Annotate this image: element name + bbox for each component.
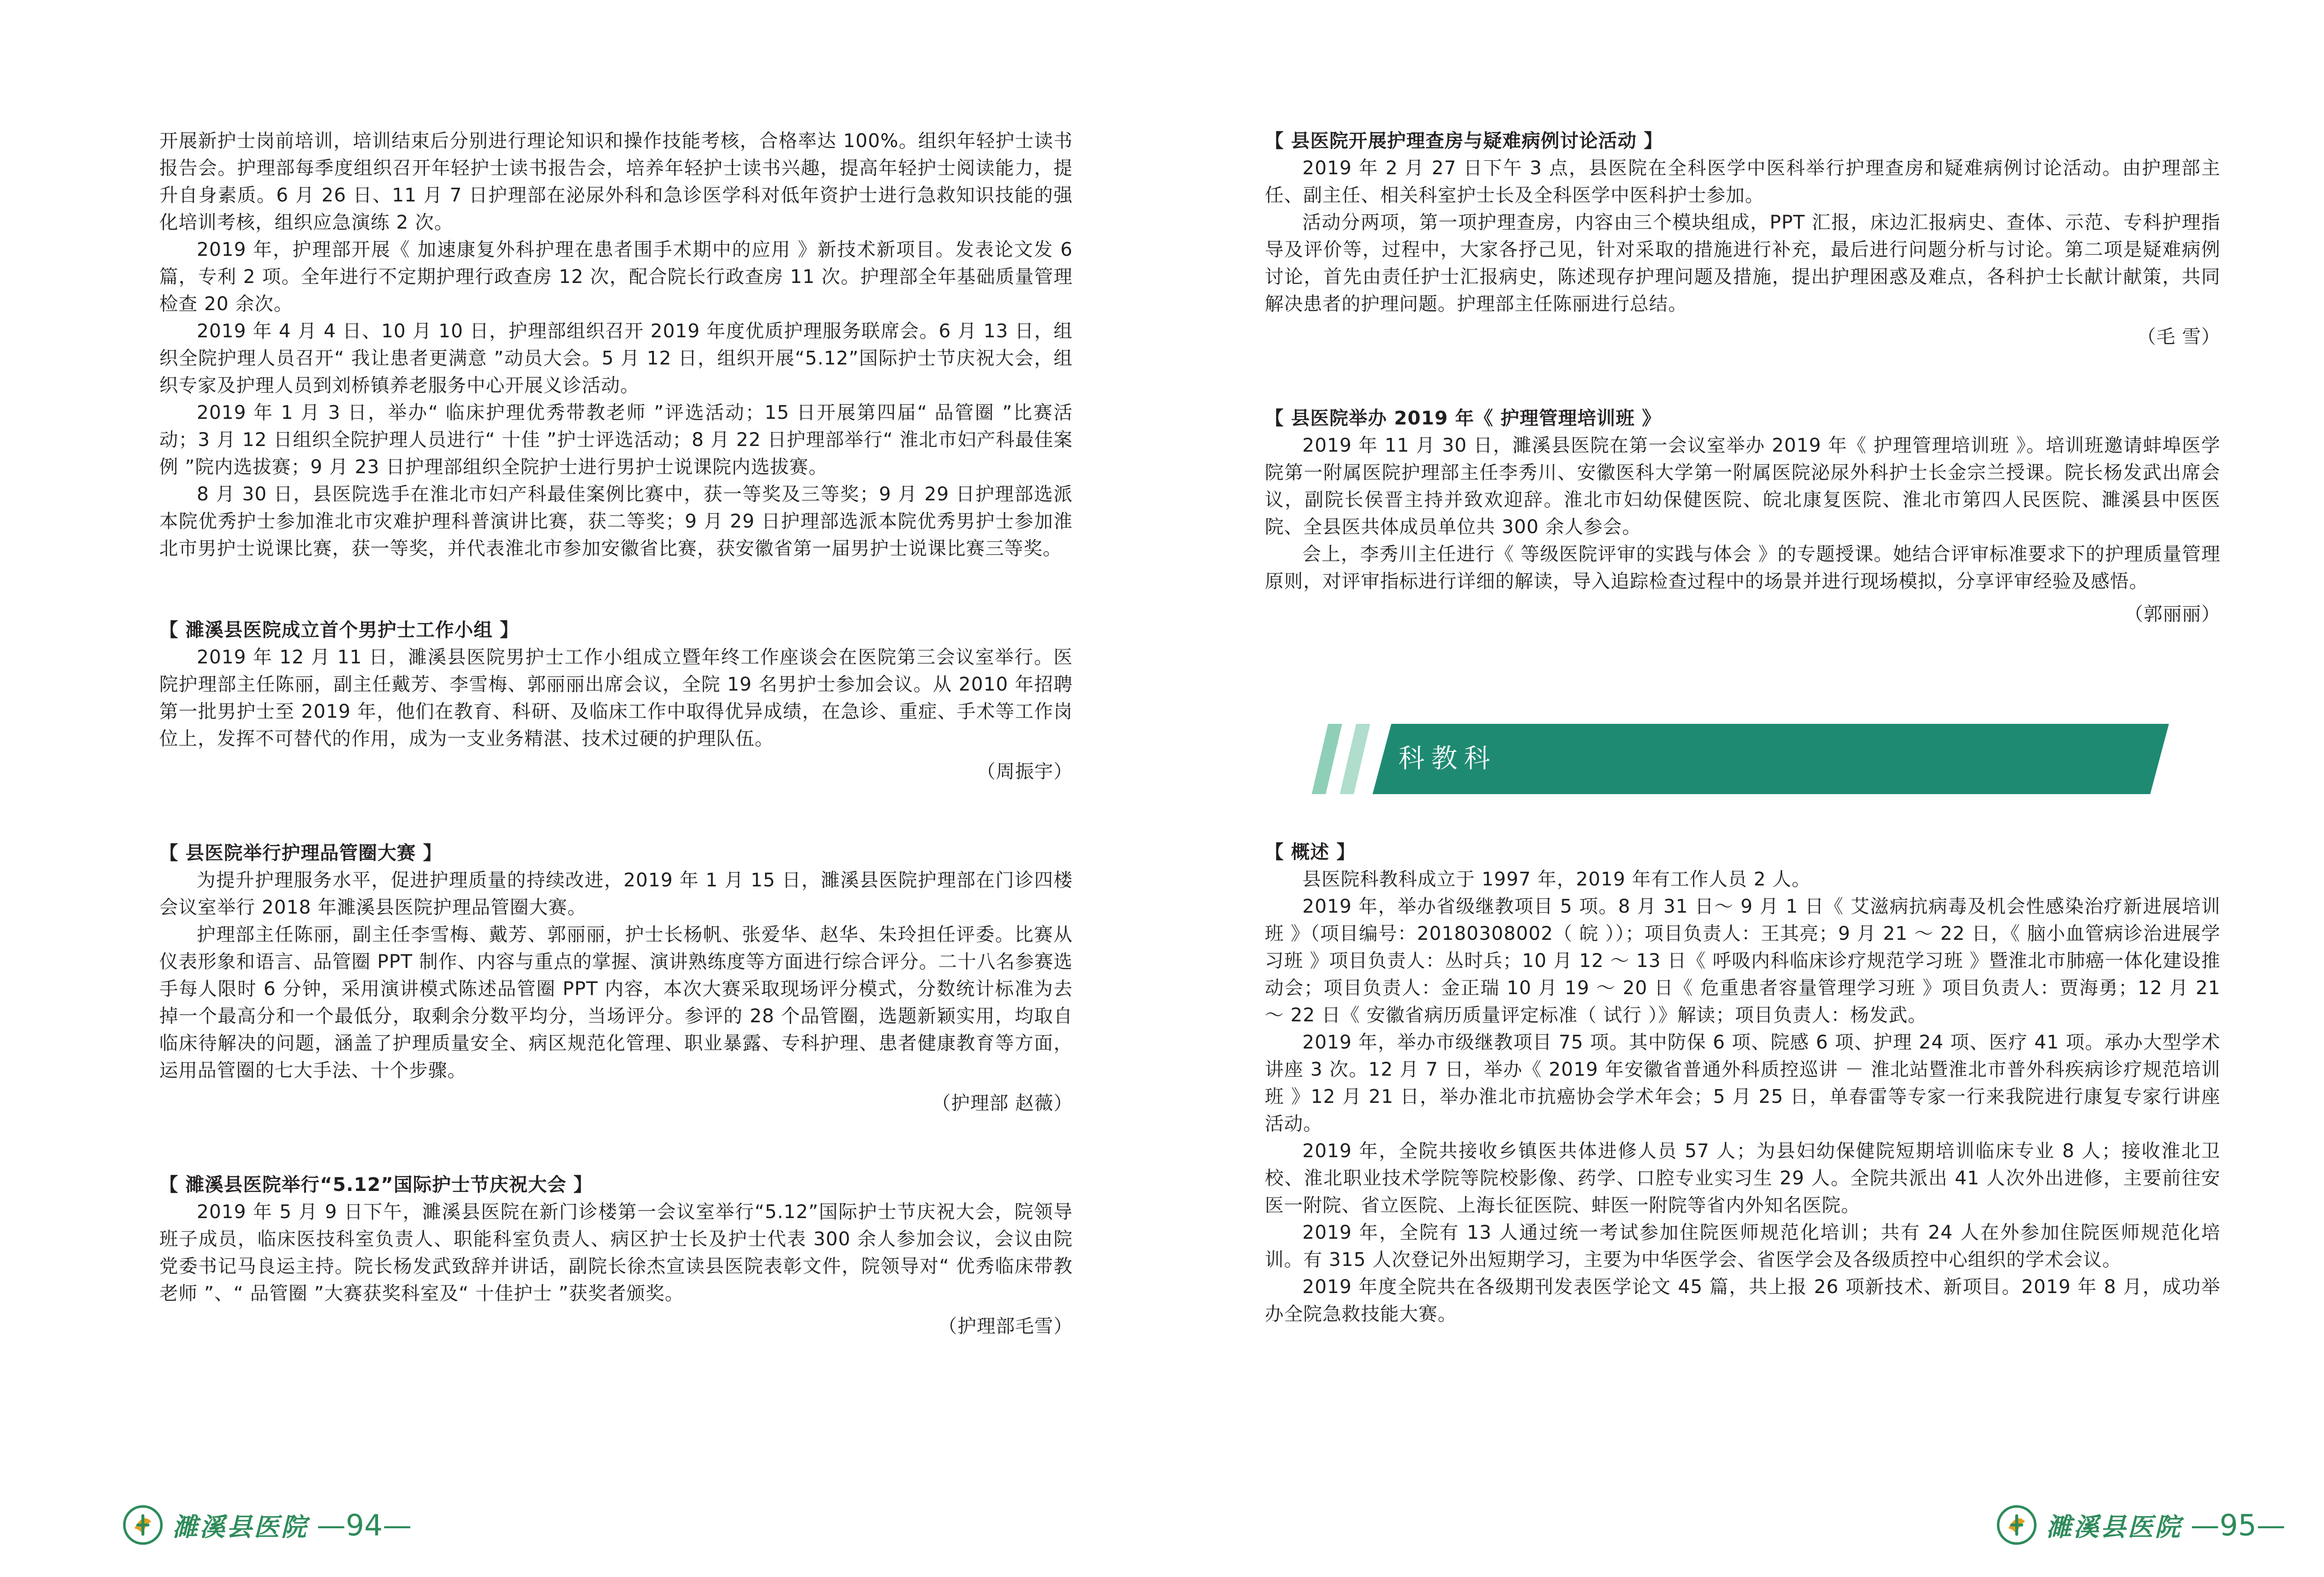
right-footer [1996,1497,2286,1553]
section-title-qcc: 【 县医院举行护理品管圈大赛 】 [159,842,442,864]
section-paragraph: 护理部主任陈丽，副主任李雪梅、戴芳、郭丽丽，护士长杨帆、张爱华、赵华、朱玲担任评委。比赛从仪表形象和语言、品管圈 PPT 制作、内容与重点的掌握、演讲熟练度等方面进行综合评分。二十八名参赛选手每人限时 6 分钟，采用演讲模式陈述品管圈 PPT 内容，本次大赛采取现场评分模式，分数统计标准为去掉一个最高分和一个最低分，取剩余分数平均分，当场评分。参评的 28 个品管圈，选题新颖实用，均取自临床待解决的问题，涵盖了护理质量安全、病区规范化管理、职业暴露、专科护理、患者健康教育等方面，运用品管圈的七大手法、十个步骤。 [159,924,1073,1081]
author-credit: （毛 雪） [2137,326,2220,348]
section-paragraph: 2019 年度全院共在各级期刊发表医学论文 45 篇，共上报 26 项新技术、新项目。2019 年 8 月，成功举办全院急救技能大赛。 [1265,1276,2220,1325]
section-paragraph: 2019 年，全院共接收乡镇医共体进修人员 57 人；为县妇幼保健院短期培训临床专业 8 人；接收淮北卫校、淮北职业技术学院等院校影像、药学、口腔专业实习生 29 人。全院共派出 41 人次外出进修，主要前往安医一附院、省立医院、上海长征医院、蚌医一附院等省内外知名医院。 [1265,1140,2220,1216]
section-title-training: 【 县医院举办 2019 年《 护理管理培训班 》 [1265,408,1661,429]
author-credit: （护理部 赵薇） [932,1093,1073,1114]
banner-title: 科教科 [1398,744,1497,774]
hospital-logo-icon [1996,1504,2038,1546]
section-paragraph: 2019 年，全院有 13 人通过统一考试参加住院医师规范化培训；共有 24 人在外参加住院医师规范化培训。有 315 人次登记外出短期学习，主要为中华医学会、省医学会及各级质控中心组织的学术会议。 [1265,1222,2220,1271]
section-banner [1279,724,2169,794]
section-title-overview: 【 概述 】 [1265,841,1356,863]
intro-paragraph: 8 月 30 日，县医院选手在淮北市妇产科最佳案例比赛中，获一等奖及三等奖；9 月 29 日护理部选派本院优秀护士参加淮北市灾难护理科普演讲比赛，获二等奖；9 月 29 日护理部选派本院优秀男护士参加淮北市男护士说课比赛，获一等奖，并代表淮北市参加安徽省比赛，获安徽省第一届男护士说课比赛三等奖。 [159,484,1073,559]
section-title-512: 【 濉溪县医院举行“5.12”国际护士节庆祝大会 】 [159,1174,593,1196]
page-number: —95— [2190,1508,2286,1542]
author-credit: （郭丽丽） [2124,603,2220,625]
section-paragraph: 2019 年，举办市级继教项目 75 项。其中防保 6 项、院感 6 项、护理 24 项、医疗 41 项。承办大型学术讲座 3 次。12 月 7 日，举办《 2019 年安徽省普通外科质控巡讲 － 淮北站暨淮北市普外科疾病诊疗规范培训班 》12 月 21 日，举办淮北市抗癌协会学术年会；5 月 25 日，单春雷等专家一行来我院进行康复专家行讲座活动。 [1265,1032,2220,1135]
section-paragraph: 会上，李秀川主任进行《 等级医院评审的实践与体会 》的专题授课。她结合评审标准要求下的护理质量管理原则，对评审指标进行详细的解读，导入追踪检查过程中的场景并进行现场模拟，分享评审经验及感悟。 [1265,543,2220,592]
section-paragraph: 为提升护理服务水平，促进护理质量的持续改进，2019 年 1 月 15 日，濉溪县医院护理部在门诊四楼会议室举行 2018 年濉溪县医院护理品管圈大赛。 [159,870,1073,918]
section-paragraph: 2019 年 2 月 27 日下午 3 点，县医院在全科医学中医科举行护理查房和疑难病例讨论活动。由护理部主任、副主任、相关科室护士长及全科医学中医科护士参加。 [1265,157,2220,206]
right-column-upper [1265,127,2220,628]
section-title-male-nurse: 【 濉溪县医院成立首个男护士工作小组 】 [159,619,519,641]
hospital-logo-icon [122,1504,164,1546]
section-paragraph: 活动分两项，第一项护理查房，内容由三个模块组成，PPT 汇报，床边汇报病史、查体、示范、专科护理指导及评价等，过程中，大家各抒己见，针对采取的措施进行补充，最后进行问题分析与讨论。第二项是疑难病例讨论，首先由责任护士汇报病史，陈述现存护理问题及措施，提出护理困惑及难点，各科护士长献计献策，共同解决患者的护理问题。护理部主任陈丽进行总结。 [1265,212,2220,315]
page-number: —94— [317,1508,412,1542]
hospital-name: 濉溪县医院 [2046,1511,2182,1542]
section-paragraph: 2019 年 11 月 30 日，濉溪县医院在第一会议室举办 2019 年《 护理管理培训班 》。培训班邀请蚌埠医学院第一附属医院护理部主任李秀川、安徽医科大学第一附属医院泌尿外科护士长金宗兰授课。院长杨发武出席会议，副院长侯晋主持并致欢迎辞。淮北市妇幼保健医院、皖北康复医院、淮北市第四人民医院、濉溪县中医医院、全县医共体成员单位共 300 余人参会。 [1265,435,2220,538]
section-paragraph: 2019 年 12 月 11 日，濉溪县医院男护士工作小组成立暨年终工作座谈会在医院第三会议室举行。医院护理部主任陈丽，副主任戴芳、李雪梅、郭丽丽出席会议，全院 19 名男护士参加会议。从 2010 年招聘第一批男护士至 2019 年，他们在教育、科研、及临床工作中取得优异成绩，在急诊、重症、手术等工作岗位上，发挥不可替代的作用，成为一支业务精湛、技术过硬的护理队伍。 [159,647,1073,750]
intro-paragraph: 2019 年，护理部开展《 加速康复外科护理在患者围手术期中的应用 》新技术新项目。发表论文发 6 篇，专利 2 项。全年进行不定期护理行政查房 12 次，配合院长行政查房 11 次。护理部全年基础质量管理检查 20 余次。 [159,239,1073,315]
author-credit: （周振宇） [977,761,1073,782]
left-column [159,127,1073,1340]
intro-paragraph: 2019 年 4 月 4 日、10 月 10 日，护理部组织召开 2019 年度优质护理服务联席会。6 月 13 日，组织全院护理人员召开“ 我让患者更满意 ”动员大会。5 月 12 日，组织开展“5.12”国际护士节庆祝大会，组织专家及护理人员到刘桥镇养老服务中心开展义诊活动。 [159,320,1073,396]
intro-paragraph: 开展新护士岗前培训，培训结束后分别进行理论知识和操作技能考核，合格率达 100%。组织年轻护士读书报告会。护理部每季度组织召开年轻护士读书报告会，培养年轻护士读书兴趣，提高年轻护士阅读能力，提升自身素质。6 月 26 日、11 月 7 日护理部在泌尿外科和急诊医学科对低年资护士进行急救知识技能的强化培训考核，组织应急演练 2 次。 [159,130,1073,233]
section-paragraph: 2019 年，举办省级继教项目 5 项。8 月 31 日～ 9 月 1 日《 艾滋病抗病毒及机会性感染治疗新进展培训班 》（项目编号：20180308002（ 皖 ））；项目负责人：王其亮；9 月 21 ～ 22 日，《 脑小血管病诊治进展学习班 》项目负责人：丛时兵；10 月 12 ～ 13 日《 呼吸内科临床诊疗规范学习班 》暨淮北市肺癌一体化建设推动会；项目负责人：金正瑞 10 月 19 ～ 20 日《 危重患者容量管理学习班 》项目负责人：贾海勇；12 月 21 ～ 22 日《 安徽省病历质量评定标准（ 试行 ）》解读；项目负责人：杨发武。 [1265,896,2220,1026]
section-paragraph: 县医院科教科成立于 1997 年，2019 年有工作人员 2 人。 [1302,869,1811,890]
author-credit: （护理部毛雪） [938,1316,1073,1337]
right-page [1162,0,2324,1577]
intro-paragraph: 2019 年 1 月 3 日，举办“ 临床护理优秀带教老师 ”评选活动；15 日开展第四届“ 品管圈 ”比赛活动；3 月 12 日组织全院护理人员进行“ 十佳 ”护士评选活动；8 月 22 日护理部举行“ 淮北市妇产科最佳案例 ”院内选拔赛；9 月 23 日护理部组织全院护士进行男护士说课院内选拔赛。 [159,402,1073,478]
hospital-name: 濉溪县医院 [172,1511,308,1542]
right-column-lower [1265,839,2220,1328]
section-paragraph: 2019 年 5 月 9 日下午，濉溪县医院在新门诊楼第一会议室举行“5.12”国际护士节庆祝大会，院领导班子成员，临床医技科室负责人、职能科室负责人、病区护士长及护士代表 300 余人参加会议，会议由院党委书记马良运主持。院长杨发武致辞并讲话，副院长徐杰宣读县医院表彰文件，院领导对“ 优秀临床带教老师 ”、“ 品管圈 ”大赛获奖科室及“ 十佳护士 ”获奖者颁奖。 [159,1201,1073,1304]
section-title-rounds: 【 县医院开展护理查房与疑难病例讨论活动 】 [1265,130,1663,152]
left-footer [122,1497,412,1553]
